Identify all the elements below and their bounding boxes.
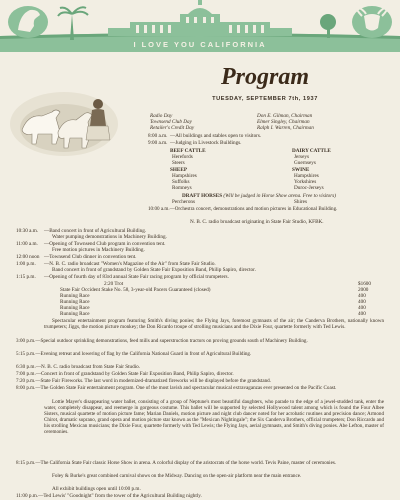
schedule-item-0720 [16,378,400,384]
schedule-time: 3:00 p.m. [16,338,36,344]
schedule-item-0815 [16,460,400,466]
swine-item: Yorkshires [294,179,317,185]
schedule-text-0800: —All buildings and stables open to visitors. [170,133,262,139]
schedule-item-1100 [16,493,202,499]
schedule-text: —Band concert in front of Agricultural Building. [44,228,147,234]
race-name: Running Race [60,299,90,305]
schedule-time: 8:00 p.m. [16,385,36,391]
schedule-subline: Free motion pictures in Machinery Building. [52,247,145,253]
schedule-time: 1:00 p.m. [16,261,36,267]
beef-cattle-heading: BEEF CATTLE [170,148,206,154]
day-event-1: Radio Day [150,113,173,119]
schedule-text: —Opening of fourth day of 83rd annual State Fair racing program by official trumpeters. [44,274,229,280]
schedule-item-0515 [16,351,400,357]
sheep-heading: SHEEP [170,167,188,173]
schedule-item-0300 [16,338,400,344]
day-event-2: Townsend Club Day [150,119,192,125]
schedule-item-0800pm [16,385,400,391]
page-title: Program [220,64,309,90]
day-chairman-3: Ralph I. Warren, Chairman [257,125,314,131]
schedule-item-1000 [148,206,400,212]
schedule-item-0700 [16,371,234,377]
schedule-text: —State Fair Fireworks. The last word in modernized-dramatized fireworks will be displayed before the grandstand. [35,378,271,384]
dairy-item: Guernseys [294,160,316,166]
race-purse: 400 [358,305,366,311]
spectacular-paragraph: Spectacular entertainment program featuring Smith's diving ponies; the Flying Jays, foremost gymnasts of the air; the Canderva Brothers, nationally known trumpeters; Jiggs, the motion picture monkey; the Don Ricardo troupe of strolling musicians and the Dixie Four, quartette formerly with Ted Lewis. [44,318,384,331]
schedule-time: 7:00 p.m. [16,371,36,377]
schedule-time: 6:30 p.m. [16,364,36,370]
horse-item: Shires [294,199,307,205]
schedule-time-0800: 8:00 a.m. [148,133,168,139]
beef-item: Steers [172,160,185,166]
schedule-time-0900: 9:00 a.m. [148,140,168,146]
schedule-text: —Evening retreat and lowering of flag by the California National Guard in front of Agricultural Building. [35,351,252,357]
swine-item: Hampshires [294,173,319,179]
header-banner [0,0,400,52]
race-purse: $1600 [358,281,371,287]
schedule-time: 10:30 a.m. [16,228,39,234]
schedule-time: 7:20 p.m. [16,378,36,384]
dairy-cattle-heading: DAIRY CATTLE [292,148,331,154]
schedule-time: 10:00 a.m. [148,206,170,212]
race-name: Running Race [60,311,90,317]
schedule-text: —Opening of Townsend Club program in convention tent. [44,241,166,247]
swine-heading: SWINE [292,167,310,173]
water-ballet-paragraph: Lottie Mayer's disappearing water ballet, consisting of a group of Neptune's most beautiful daughters, who parade to the edge of a jewel-studded tank, enter the water, completely disappear, and reemerge in gorgeous costume. This ballet will be supported by selected Hollywood talent among which is found the Four Albee Sisters, musical quartette of motion picture fame; Marian Daniels, motion picture and night club dancer noted for her acrobatic routines and precision dance; Armond Chirot, dramatic soprano, grand opera and motion picture star known as the "Mexican Nightingale"; the Six Canderva Brothers, official trumpeters; Don Riccardo and his strolling Mexican musicians; the Dixie Four, quartette formerly with Ted Lewis; the Flying Jays, aerial gymnasts, and Smith's diving ponies. Abe Lefton, master of ceremonies. [44,399,384,436]
beef-item: Herefords [172,154,193,160]
race-name: Running Race [60,293,90,299]
race-purse: 400 [358,311,366,317]
schedule-text: —Special outdoor sprinkling demonstrations, feed mills and superstruction tractors on proving grounds south of Machinery Building. [35,338,308,344]
schedule-text: —Orchestra concert, demonstrations and motion pictures in Educational Building. [169,206,338,212]
schedule-subline: N. B. C. radio broadcast originating in State Fair Studio, KFBK. [190,219,324,225]
race-purse: 400 [358,293,366,299]
banner-slogan: I LOVE YOU CALIFORNIA [133,40,267,49]
schedule-text: —Townsend Club dinner in convention tent. [44,254,137,260]
bull-head-icon [352,6,392,38]
race-purse: 2000 [358,287,369,293]
draft-horses-note: (Will be judged in Horse Show arena. Free to visitors) [223,193,336,199]
day-chairman-2: Elmer Singley, Chairman [257,119,310,125]
race-name: State Fair Occident Stake No. 58, 3-year-old Pacers Guaranteed (closed) [60,287,211,293]
schedule-item-0630 [16,364,140,370]
day-chairman-1: Don E. Gilman, Chairman [257,113,313,119]
program-date: TUESDAY, SEPTEMBER 7th, 1937 [212,96,318,102]
race-purse: 400 [358,299,366,305]
sheep-item: Romneys [172,185,192,191]
schedule-time: 8:15 p.m. [16,460,36,466]
sheep-item: Hampshires [172,173,197,179]
schedule-time: 11:00 a.m. [16,241,38,247]
schedule-time: 11:00 p.m. [16,493,39,499]
schedule-subline: Water pumping demonstrations in Machinery Building. [52,234,167,240]
schedule-text-0900: —Judging in Livestock Buildings. [170,140,242,146]
horse-item: Percherons [172,199,196,205]
schedule-text: —N. B. C. radio broadcast "Women's Magazine of the Air" from State Fair Studio. [44,261,216,267]
sheep-item: Suffolks [172,179,190,185]
schedule-text: —Ted Lewis' "Goodnight" from the tower of the Agricultural Building nightly. [38,493,202,499]
race-name: 2:20 Trot [104,281,124,287]
schedule-time: 12:00 noon [16,254,40,260]
draft-horses-line [182,193,336,199]
exhibit-hours: All exhibit buildings open until 10:00 p.m. [52,486,141,492]
draft-horses-heading: DRAFT HORSES [182,193,223,199]
horses-photo [8,84,120,158]
day-event-3: Retailer's Credit Day [150,125,195,131]
carnival-paragraph: Foley & Burke's great combined carnival shows on the Midway. Dancing on the open-air platform near the main entrance. [52,473,302,479]
schedule-text: —Concert in front of grandstand by Golden State Fair Exposition Band, Philip Sapiro, director. [35,371,234,377]
dairy-item: Jerseys [294,154,309,160]
schedule-text: —The California State Fair classic Horse Show in arena. A colorful display of the aristocrats of the horse world. Tevis Paine, master of ceremonies. [35,460,337,466]
schedule-text: —N. B. C. radio broadcast from State Fair Studio. [35,364,141,370]
schedule-time: 5:15 p.m. [16,351,36,357]
schedule-text: —The Golden State Fair entertainment program. One of the most lavish and spectacular musical extravaganzas ever presented on the Pacific Coast. [35,385,337,391]
race-name: Running Race [60,305,90,311]
schedule-time: 1:15 p.m. [16,274,36,280]
swine-item: Duroc-Jerseys [294,185,324,191]
schedule-subline: Band concert in front of grandstand by Golden State Fair Exposition Band, Philip Sapiro, director. [52,267,256,273]
horse-head-icon [8,6,48,38]
